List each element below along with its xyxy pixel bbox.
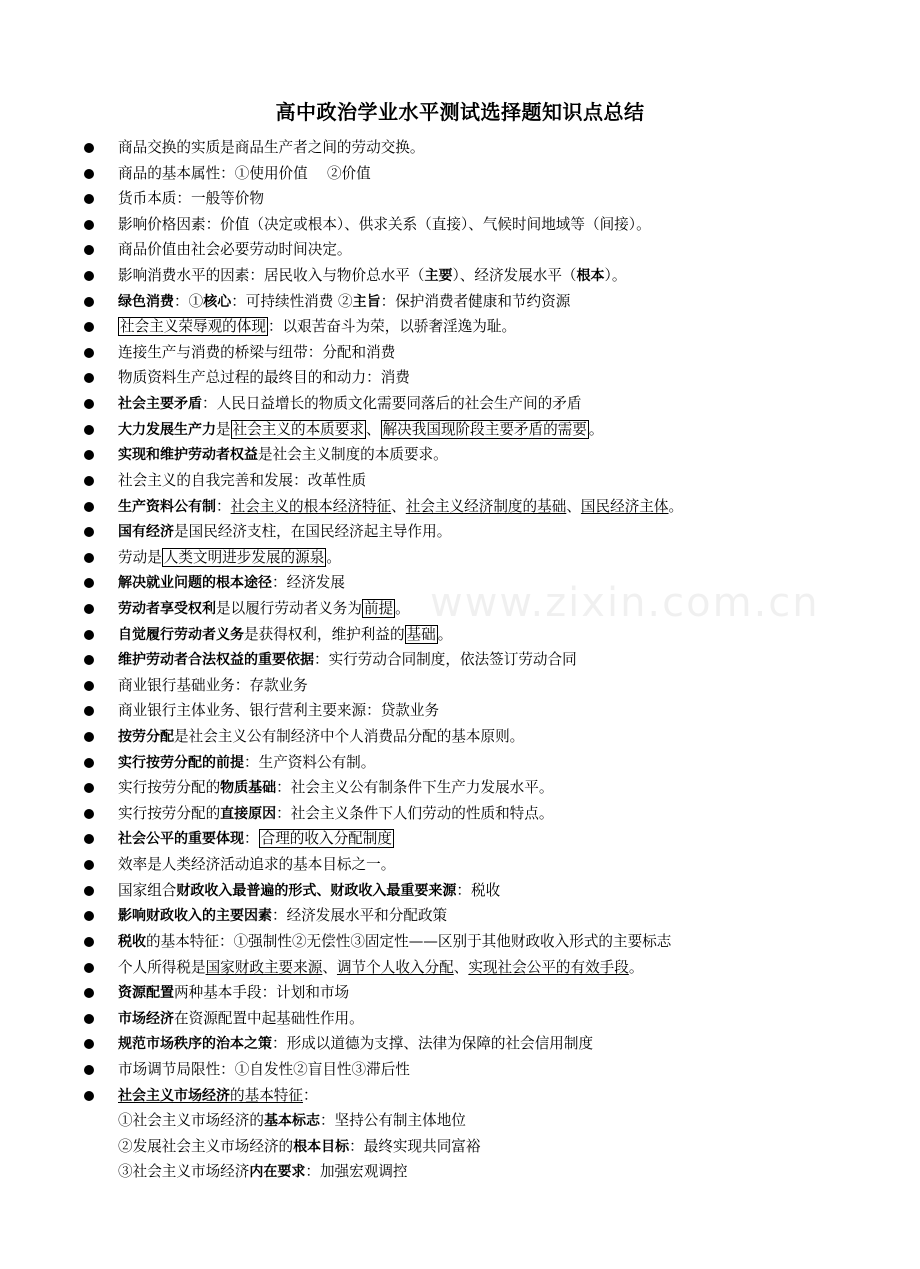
item-text: 。 bbox=[588, 420, 604, 438]
item-keyword: 影响财政收入的主要因素 bbox=[118, 908, 272, 925]
item-text: 的基本特征：①强制性②无偿性③固定性——区别于其他财政收入形式的主要标志 bbox=[146, 932, 672, 950]
item-text: ：人民日益增长的物质文化需要同落后的社会生产间的矛盾 bbox=[202, 395, 582, 413]
item-text: 。 bbox=[437, 625, 453, 643]
item-text: ： bbox=[302, 1086, 318, 1104]
list-item bbox=[82, 289, 900, 315]
list-item bbox=[82, 545, 900, 571]
sub-item bbox=[82, 1134, 900, 1160]
sub-item bbox=[82, 1159, 900, 1185]
item-text: ②发展社会主义市场经济的 bbox=[118, 1137, 294, 1155]
item-text: ：经济发展水平和分配政策 bbox=[272, 907, 448, 925]
list-item bbox=[82, 980, 900, 1006]
item-text: ：保护消费者健康和节约资源 bbox=[380, 292, 571, 310]
item-text: 社会主义的自我完善和发展：改革性质 bbox=[118, 471, 367, 489]
list-item bbox=[82, 929, 900, 955]
item-keyword: 资源配置 bbox=[118, 985, 174, 1002]
bullet-icon bbox=[84, 553, 94, 563]
item-text: 、 bbox=[453, 958, 469, 976]
item-keyword: 财政收入最普遍的形式、财政收入最重要来源 bbox=[176, 882, 457, 899]
bullet-icon bbox=[84, 348, 94, 358]
item-text: 商品交换的实质是商品生产者之间的劳动交换。 bbox=[118, 139, 425, 156]
item-text: 是 bbox=[216, 420, 231, 438]
list-item bbox=[82, 186, 900, 212]
item-text: 商业银行基础业务：存款业务 bbox=[118, 676, 308, 694]
item-keyword: 基本标志 bbox=[263, 1113, 320, 1130]
bullet-icon bbox=[84, 322, 94, 332]
list-item bbox=[82, 647, 900, 673]
sub-item bbox=[82, 1108, 900, 1134]
bullet-icon bbox=[84, 1091, 94, 1101]
bullet-icon bbox=[84, 425, 94, 435]
item-keyword: 生产资料公有制 bbox=[118, 498, 216, 515]
bullet-icon bbox=[84, 373, 94, 383]
item-keyword: 实现和维护劳动者权益 bbox=[118, 447, 258, 464]
item-text: ③社会主义市场经济 bbox=[118, 1163, 250, 1181]
bullet-icon bbox=[84, 476, 94, 486]
bullet-icon bbox=[84, 783, 94, 793]
list-item bbox=[82, 237, 900, 263]
item-text: 连接生产与消费的桥梁与纽带：分配和消费 bbox=[118, 343, 396, 361]
list-item bbox=[82, 263, 900, 289]
item-keyword: 解决就业问题的根本途径 bbox=[118, 575, 272, 592]
item-text: 。 bbox=[395, 599, 410, 617]
bullet-icon bbox=[84, 1065, 94, 1075]
bullet-icon bbox=[84, 937, 94, 947]
item-keyword: 社会主义市场经济 bbox=[118, 1087, 230, 1104]
underlined-text: 社会主义经济制度的基础 bbox=[405, 497, 567, 515]
bullet-icon bbox=[84, 1014, 94, 1024]
list-item bbox=[82, 365, 900, 391]
bullet-icon bbox=[84, 1039, 94, 1049]
bullet-icon bbox=[84, 963, 94, 973]
item-text: 在资源配置中起基础性作用。 bbox=[174, 1009, 364, 1027]
item-keyword: 维护劳动者合法权益的重要依据 bbox=[118, 652, 314, 669]
item-text: 实行按劳分配的 bbox=[118, 779, 221, 797]
bullet-icon bbox=[84, 169, 94, 179]
list-item bbox=[82, 724, 900, 750]
item-text: 、 bbox=[322, 958, 337, 976]
item-text: 、 bbox=[566, 497, 581, 515]
list-item bbox=[82, 314, 900, 340]
item-text: ：实行劳动合同制度，依法签订劳动合同 bbox=[314, 651, 577, 669]
bullet-icon bbox=[84, 450, 94, 460]
boxed-text: 基础 bbox=[406, 625, 436, 643]
bullet-icon bbox=[84, 143, 94, 153]
watermark: www.zixin.com.cn bbox=[430, 580, 820, 626]
bullet-icon bbox=[84, 194, 94, 204]
item-text: 影响消费水平的因素：居民收入与物价总水平（ bbox=[118, 267, 425, 285]
underlined-text: 调节个人收入分配 bbox=[336, 958, 454, 976]
bullet-icon bbox=[84, 758, 94, 768]
item-keyword: 劳动者享受权利 bbox=[118, 600, 216, 617]
item-text: ： bbox=[244, 830, 259, 848]
item-keyword: 社会公平的重要体现 bbox=[118, 831, 244, 848]
item-keyword: 社会主要矛盾 bbox=[118, 396, 202, 413]
item-text: 效率是人类经济活动追求的基本目标之一。 bbox=[118, 856, 396, 874]
item-text: 是以履行劳动者义务为 bbox=[216, 599, 362, 617]
item-text: ：经济发展 bbox=[272, 574, 345, 592]
item-keyword: 主旨 bbox=[352, 293, 381, 310]
boxed-text: 合理的收入分配制度 bbox=[260, 830, 392, 848]
bullet-icon bbox=[84, 502, 94, 512]
item-keyword: 规范市场秩序的治本之策 bbox=[118, 1036, 272, 1053]
item-text: 影响价格因素：价值（决定或根本）、供求关系（直接）、气候时间地域等（间接）。 bbox=[118, 215, 651, 233]
item-keyword: 直接原因 bbox=[220, 805, 277, 822]
list-item bbox=[82, 698, 900, 724]
item-text: ：① bbox=[174, 292, 204, 310]
list-item bbox=[82, 519, 900, 545]
item-keyword: 根本 bbox=[576, 268, 605, 285]
item-keyword: 税收 bbox=[118, 933, 146, 950]
item-text: 货币本质：一般等价物 bbox=[118, 190, 264, 208]
list-item bbox=[82, 622, 900, 648]
bullet-icon bbox=[84, 527, 94, 537]
list-item bbox=[82, 801, 900, 827]
item-text: ：可持续性消费 ② bbox=[231, 292, 353, 310]
item-keyword: 自觉履行劳动者义务 bbox=[118, 626, 244, 643]
item-text: 是获得权利，维护利益的 bbox=[244, 625, 405, 643]
item-text: ）。 bbox=[604, 267, 627, 285]
item-keyword: 内在要求 bbox=[249, 1164, 306, 1181]
item-keyword: 市场经济 bbox=[118, 1010, 174, 1027]
bullet-icon bbox=[84, 732, 94, 742]
item-keyword: 大力发展生产力 bbox=[118, 421, 216, 438]
item-keyword: 主要 bbox=[424, 268, 453, 285]
bullet-icon bbox=[84, 655, 94, 665]
list-item bbox=[82, 212, 900, 238]
item-text: 物质资料生产总过程的最终目的和动力：消费 bbox=[118, 369, 410, 387]
list-item bbox=[82, 417, 900, 443]
item-text: 。 bbox=[628, 958, 644, 976]
item-keyword: 根本目标 bbox=[293, 1138, 350, 1155]
item-text: 市场调节局限性：①自发性②盲目性③滞后性 bbox=[118, 1060, 410, 1078]
item-text: ：税收 bbox=[456, 881, 501, 899]
bullet-icon bbox=[84, 245, 94, 255]
bullet-icon bbox=[84, 220, 94, 230]
list-item bbox=[82, 1031, 900, 1057]
item-text: ：社会主义公有制条件下生产力发展水平。 bbox=[276, 779, 554, 797]
item-text: 商品的基本属性：①使用价值 ②价值 bbox=[118, 164, 371, 182]
item-text: ：坚持公有制主体地位 bbox=[319, 1112, 466, 1130]
boxed-text: 社会主义的本质要求 bbox=[232, 420, 364, 438]
boxed-text: 解决我国现阶段主要矛盾的需要 bbox=[382, 420, 587, 438]
underlined-text: 的基本特征 bbox=[230, 1086, 303, 1104]
item-text: ：最终实现共同富裕 bbox=[349, 1137, 481, 1155]
bullet-icon bbox=[84, 911, 94, 921]
item-text: 是国民经济支柱，在国民经济起主导作用。 bbox=[174, 523, 452, 541]
underlined-text: 实现社会公平的有效手段 bbox=[468, 958, 629, 976]
bullet-icon bbox=[84, 706, 94, 716]
bullet-icon bbox=[84, 681, 94, 691]
list-item bbox=[82, 570, 900, 596]
list-item bbox=[82, 161, 900, 187]
item-keyword: 物质基础 bbox=[220, 780, 277, 797]
item-text: ：加强宏观调控 bbox=[305, 1163, 408, 1181]
list-item bbox=[82, 1057, 900, 1083]
item-keyword: 按劳分配 bbox=[118, 729, 174, 746]
underlined-text: 社会主义的根本经济特征 bbox=[230, 497, 392, 515]
list-item bbox=[82, 340, 900, 366]
item-text: 实行按劳分配的 bbox=[118, 804, 221, 822]
item-text: ： bbox=[216, 497, 231, 515]
item-keyword: 国有经济 bbox=[118, 524, 174, 541]
item-text: 是社会主义制度的本质要求。 bbox=[258, 446, 448, 464]
bullet-icon bbox=[84, 399, 94, 409]
item-keyword: 核心 bbox=[203, 293, 232, 310]
bullet-icon bbox=[84, 271, 94, 281]
boxed-text: 前提 bbox=[363, 599, 394, 617]
item-keyword: 实行按劳分配的前提 bbox=[118, 754, 244, 771]
item-text: ）、经济发展水平（ bbox=[452, 267, 577, 285]
underlined-text: 国民经济主体 bbox=[580, 497, 669, 515]
item-text: 国家组合 bbox=[118, 881, 177, 899]
item-text: ：社会主义条件下人们劳动的性质和特点。 bbox=[276, 804, 554, 822]
item-text: 商品价值由社会必要劳动时间决定。 bbox=[118, 241, 352, 259]
list-item bbox=[82, 852, 900, 878]
boxed-text: 社会主义荣辱观的体现 bbox=[120, 318, 266, 336]
list-item bbox=[82, 903, 900, 929]
list-item bbox=[82, 878, 900, 904]
list-item bbox=[82, 1083, 900, 1109]
item-text: 、 bbox=[365, 420, 381, 438]
bullet-icon bbox=[84, 988, 94, 998]
list-item bbox=[82, 468, 900, 494]
bullet-icon bbox=[84, 834, 94, 844]
list-item bbox=[82, 596, 900, 622]
list-item bbox=[82, 494, 900, 520]
boxed-text: 人类文明进步发展的源泉 bbox=[163, 548, 325, 566]
item-text: 两种基本手段：计划和市场 bbox=[174, 984, 350, 1002]
list-item bbox=[82, 750, 900, 776]
bullet-icon bbox=[84, 297, 94, 307]
item-text: 。 bbox=[668, 497, 684, 515]
list-item bbox=[82, 673, 900, 699]
list-item bbox=[82, 826, 900, 852]
bullet-icon bbox=[84, 630, 94, 640]
bullet-icon bbox=[84, 578, 94, 588]
item-keyword: 绿色消费 bbox=[118, 293, 174, 310]
item-text: ：以艰苦奋斗为荣，以骄奢淫逸为耻。 bbox=[267, 318, 517, 336]
item-text: 、 bbox=[391, 497, 406, 515]
bullet-icon bbox=[84, 604, 94, 614]
bullet-icon bbox=[84, 860, 94, 870]
item-text: 是社会主义公有制经济中个人消费品分配的基本原则。 bbox=[174, 728, 525, 746]
list-item bbox=[82, 442, 900, 468]
item-text: 劳动是 bbox=[118, 548, 162, 566]
underlined-text: 国家财政主要来源 bbox=[205, 958, 323, 976]
bullet-icon bbox=[84, 809, 94, 819]
item-text: ：形成以道德为支撑、法律为保障的社会信用制度 bbox=[272, 1035, 594, 1053]
knowledge-point-list bbox=[82, 135, 900, 1185]
item-text: ①社会主义市场经济的 bbox=[118, 1112, 264, 1130]
bullet-icon bbox=[84, 886, 94, 896]
list-item bbox=[82, 391, 900, 417]
item-text: ：生产资料公有制。 bbox=[244, 753, 376, 771]
list-item bbox=[82, 135, 900, 161]
list-item bbox=[82, 775, 900, 801]
page-title: 高中政治学业水平测试选择题知识点总结 bbox=[275, 100, 645, 124]
list-item bbox=[82, 955, 900, 981]
item-text: 。 bbox=[326, 548, 341, 566]
list-item bbox=[82, 1006, 900, 1032]
item-text: 商业银行主体业务、银行营利主要来源：贷款业务 bbox=[118, 702, 440, 720]
item-text: 个人所得税是 bbox=[118, 958, 206, 976]
